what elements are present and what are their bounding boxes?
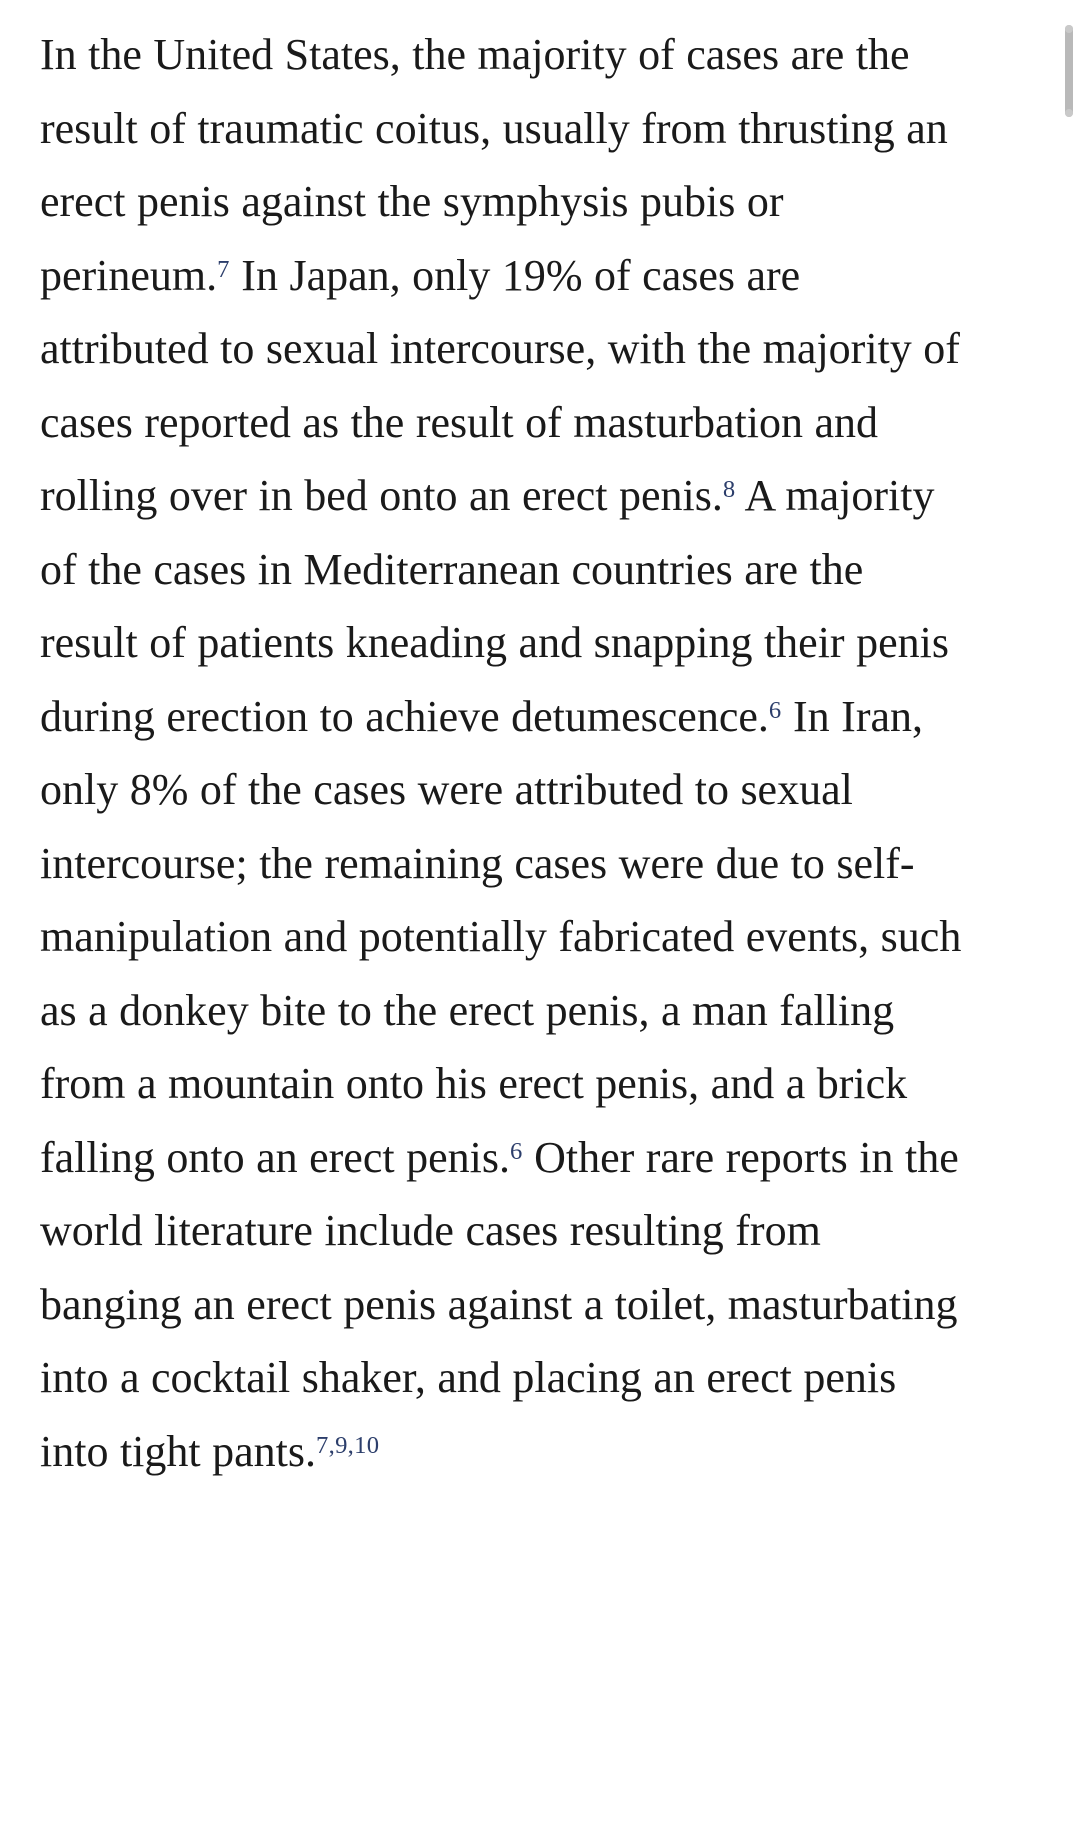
article-paragraph bbox=[40, 18, 970, 1488]
reference-link-6-first[interactable]: 6 bbox=[768, 696, 782, 724]
paragraph-text-segment-1: In the United States, the majority of cases are the result of traumatic coitus, usually from thrusting an erect penis against the symphysis pubis or perineum. bbox=[40, 30, 948, 300]
reference-link-8[interactable]: 8 bbox=[722, 476, 736, 504]
scrollbar-thumb-cap-top bbox=[1065, 25, 1073, 33]
vertical-scrollbar-track[interactable] bbox=[1056, 0, 1080, 1834]
reference-link-7[interactable]: 7 bbox=[217, 255, 230, 283]
vertical-scrollbar-thumb[interactable] bbox=[1065, 25, 1073, 117]
reference-link-7-9-10[interactable]: 7,9,10 bbox=[316, 1431, 380, 1459]
paragraph-text-segment-4: In Iran, only 8% of the cases were attributed to sexual intercourse; the remaining cases were due to self-manipulation and potentially fabricated events, such as a donkey bite to the erect penis, a man falling from a mountain onto his erect penis, and a brick falling onto an erect penis. bbox=[40, 691, 962, 1182]
paragraph-text-segment-3: A majority of the cases in Mediterranean countries are the result of patients kneading and snapping their penis during erection to achieve detumescence. bbox=[40, 471, 949, 741]
paragraph-text-segment-2: In Japan, only 19% of cases are attributed to sexual intercourse, with the majority of cases reported as the result of masturbation and rolling over in bed onto an erect penis. bbox=[40, 250, 960, 520]
scrollbar-thumb-cap-bottom bbox=[1065, 109, 1073, 117]
reference-link-6-second[interactable]: 6 bbox=[509, 1137, 523, 1165]
paragraph-text-segment-5: Other rare reports in the world literature include cases resulting from banging an erect penis against a toilet, masturbating into a cocktail shaker, and placing an erect penis into tight pants. bbox=[40, 1132, 959, 1476]
